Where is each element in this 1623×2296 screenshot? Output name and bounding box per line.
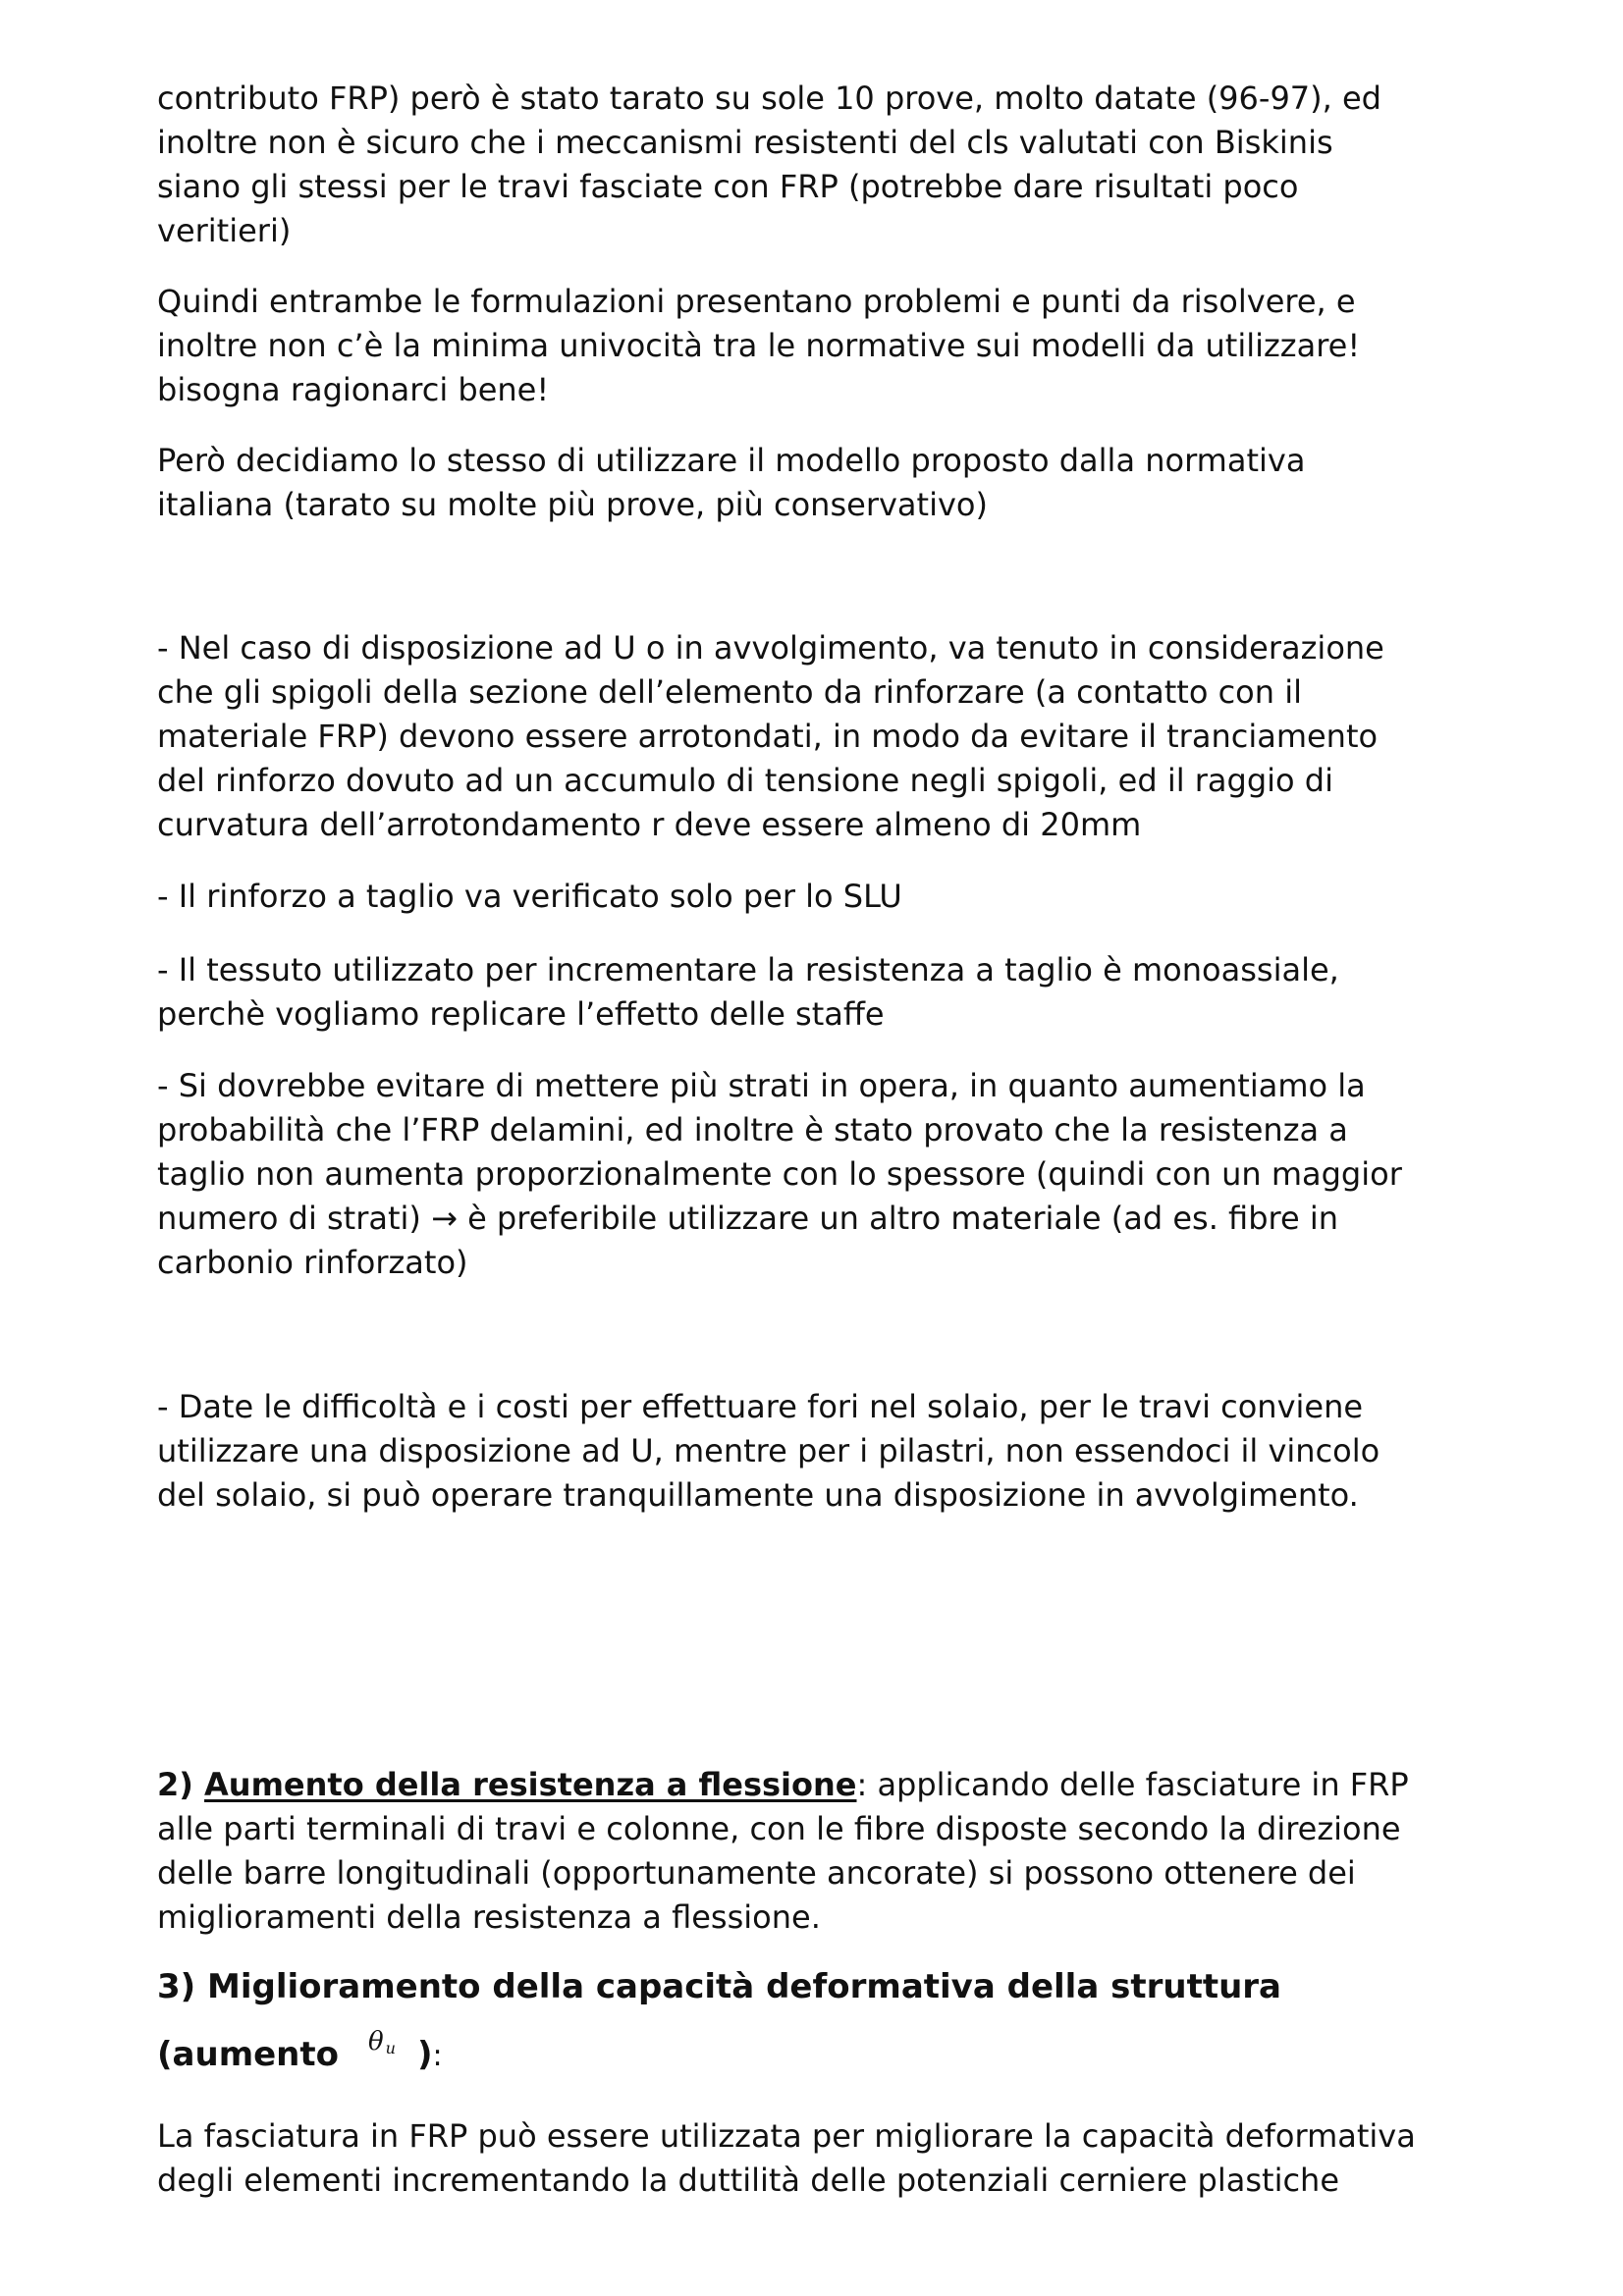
text-line: degli elementi incrementando la duttilità delle potenziali cerniere plastiche (157, 2162, 1340, 2199)
bullet-slu-verification (157, 875, 1492, 919)
section-heading-deformation-line2 (157, 2027, 1492, 2089)
theta-subscript: u (385, 2039, 396, 2057)
text-line: veritieri) (157, 212, 292, 249)
text-line: siano gli stessi per le travi fasciate con FRP (potrebbe dare risultati poco (157, 168, 1299, 205)
text-line: italiana (tarato su molte più prove, più conservativo) (157, 486, 988, 523)
text-line: curvatura dell’arrotondamento r deve essere almeno di 20mm (157, 806, 1142, 843)
text-line: probabilità che l’FRP delamini, ed inoltre è stato provato che la resistenza a (157, 1111, 1348, 1148)
paragraph-formulations-problems (157, 280, 1492, 412)
text-line: numero di strati) → è preferibile utilizzare un altro materiale (ad es. fibre in (157, 1200, 1338, 1237)
text-line: perchè vogliamo replicare l’effetto delle staffe (157, 995, 885, 1033)
paragraph-ductility (157, 2114, 1492, 2203)
text-line: Però decidiamo lo stesso di utilizzare il modello proposto dalla normativa (157, 442, 1306, 479)
text-line: inoltre non c’è la minima univocità tra le normative sui modelli da utilizzare! (157, 327, 1361, 364)
text-line: delle barre longitudinali (opportunamente ancorate) si possono ottenere dei (157, 1854, 1356, 1892)
text-line: utilizzare una disposizione ad U, mentre per i pilastri, non essendoci il vincolo (157, 1432, 1380, 1469)
text-line: contributo FRP) però è stato tarato su sole 10 prove, molto datate (96-97), ed (157, 80, 1381, 117)
text-line: del solaio, si può operare tranquillamente una disposizione in avvolgimento. (157, 1476, 1359, 1514)
theta-symbol: θ (368, 2027, 384, 2056)
section-intro: : applicando delle fasciature in FRP (856, 1766, 1409, 1803)
paragraph-biskinis-calibration (157, 77, 1492, 253)
text-line: - Il rinforzo a taglio va verificato solo per lo SLU (157, 878, 902, 915)
text-line: - Si dovrebbe evitare di mettere più strati in opera, in quanto aumentiamo la (157, 1067, 1366, 1104)
text-line: La fasciatura in FRP può essere utilizzata per migliorare la capacità deformativa (157, 2117, 1416, 2155)
bullet-u-disposition (157, 1385, 1492, 1518)
section-title: Aumento della resistenza a flessione (204, 1766, 857, 1803)
text-line: taglio non aumenta proporzionalmente con lo spessore (quindi con un maggior (157, 1155, 1402, 1193)
heading-colon: : (432, 2039, 443, 2073)
text-line: Quindi entrambe le formulazioni presentano problemi e punti da risolvere, e (157, 283, 1356, 320)
text-line: miglioramenti della resistenza a flessione. (157, 1898, 821, 1936)
section-heading-deformation (157, 1965, 1492, 2009)
text-line: bisogna ragionarci bene! (157, 371, 550, 408)
theta-u-formula (368, 2027, 396, 2056)
heading-line: 3) Miglioramento della capacità deformativa della struttura (157, 1967, 1281, 2006)
text-line: materiale FRP) devono essere arrotondati, in modo da evitare il tranciamento (157, 718, 1379, 755)
text-line: che gli spigoli della sezione dell’elemento da rinforzare (a contatto con il (157, 673, 1302, 711)
heading-suffix: ) (416, 2035, 433, 2074)
text-line: inoltre non è sicuro che i meccanismi resistenti del cls valutati con Biskinis (157, 124, 1333, 161)
text-line: - Date le difficoltà e i costi per effettuare fori nel solaio, per le travi conviene (157, 1388, 1364, 1425)
section-flexural-strength (157, 1763, 1492, 1940)
text-line: - Il tessuto utilizzato per incrementare la resistenza a taglio è monoassiale, (157, 951, 1339, 988)
text-line: carbonio rinforzato) (157, 1244, 468, 1281)
bullet-multiple-layers (157, 1064, 1492, 1285)
text-line (157, 1763, 1492, 1807)
text-line: del rinforzo dovuto ad un accumulo di tensione negli spigoli, ed il raggio di (157, 762, 1333, 799)
section-number: 2) (157, 1766, 205, 1803)
text-line: alle parti terminali di travi e colonne, con le fibre disposte secondo la direzione (157, 1810, 1401, 1847)
bullet-monoaxial-fabric (157, 948, 1492, 1037)
text-line: - Nel caso di disposizione ad U o in avvolgimento, va tenuto in considerazione (157, 629, 1384, 667)
heading-prefix: (aumento (157, 2035, 339, 2074)
bullet-rounded-corners (157, 626, 1492, 847)
paragraph-italian-model (157, 439, 1492, 527)
